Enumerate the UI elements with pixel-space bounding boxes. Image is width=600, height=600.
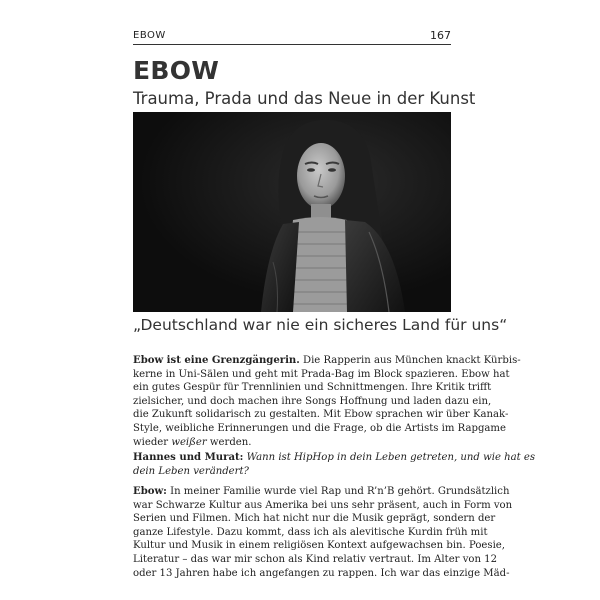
pull-quote: „Deutschland war nie ein sicheres Land für uns“ [133,316,508,334]
portrait-photo-illustration [133,112,451,312]
answer-line: Ebow: In meiner Familie wurde viel Rap und R’n’B gehört. Grundsätzlich [133,486,510,497]
intro-line: zielsicher, und doch machen ihre Songs Hoffnung und laden dazu ein, [133,395,492,407]
article-title: EBOW [133,56,220,85]
answer-line: Kultur und Musik in einem religiösen Kontext aufgewachsen bin. Poesie, [133,540,505,552]
running-head-title: EBOW [133,30,166,41]
intro-line: Ebow ist eine Grenzgängerin. Die Rapperin aus München knackt Kürbis- [133,355,521,366]
page-number: 167 [430,29,451,42]
interview-answer [133,485,513,580]
intro-line: Style, weibliche Erinnerungen und die Frage, ob die Artists im Rapgame [133,422,506,434]
intro-line: die Zukunft solidarisch zu gestalten. Mit Ebow sprachen wir über Kanak- [133,409,509,421]
answer-line: ganze Lifestyle. Dazu kommt, dass ich als alevitische Kurdin früh mit [133,526,488,538]
question-speaker: Hannes und Murat: [133,452,244,463]
intro-line: ein gutes Gespür für Trennlinien und Schnittmengen. Ihre Kritik trifft [133,382,492,394]
intro-lead: Ebow ist eine Grenzgängerin. [133,355,300,366]
intro-line: wieder weißer werden. [133,436,252,448]
article-subtitle: Trauma, Prada und das Neue in der Kunst [133,89,476,108]
question-line: dein Leben verändert? [133,465,249,477]
intro-line: kerne in Uni-Sälen und geht mit Prada-Bag im Block spazieren. Ebow hat [133,368,510,380]
portrait-photo [133,112,451,312]
answer-line: Serien und Filmen. Mich hat nicht nur die Musik geprägt, sondern der [133,513,496,525]
interview-question [133,451,536,478]
answer-line: Literatur – das war mir schon als Kind relativ vertraut. Im Alter von 12 [133,553,498,565]
intro-paragraph [133,354,521,449]
emphasis-text: weißer [171,436,207,448]
answer-line: oder 13 Jahren habe ich angefangen zu rappen. Ich war das einzige Mäd- [133,567,510,579]
question-line: Hannes und Murat: Wann ist HipHop in dein Leben getreten, und wie hat es [133,452,536,463]
running-head [133,29,451,45]
answer-speaker: Ebow: [133,486,167,497]
answer-line: war Schwarze Kultur aus Amerika bei uns sehr präsent, auch in Form von [133,499,513,511]
